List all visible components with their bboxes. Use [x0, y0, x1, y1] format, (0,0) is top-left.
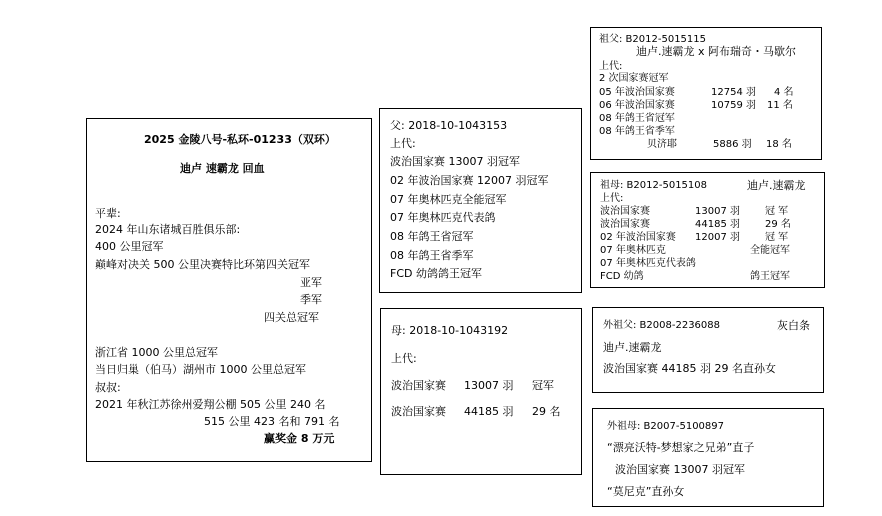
- pgm-race-result: 全能冠军: [750, 245, 790, 256]
- dj-line: 当日归巢（伯马）湖州市 1000 公里总冠军: [95, 363, 306, 376]
- pgf-line: 06 年波治国家赛: [599, 100, 675, 111]
- pgf-line: 贝济耶: [647, 139, 677, 150]
- mother-prev-label: 上代:: [391, 352, 417, 365]
- pgm-race-result: 鸽王冠军: [750, 271, 790, 282]
- peer-peak: 巅峰对决关 500 公里决赛特比环第四关冠军: [95, 258, 310, 271]
- mother-race-count: 13007 羽: [464, 379, 514, 392]
- pgm-race: 07 年奥林匹克: [600, 245, 666, 256]
- father-ring: 父: 2018-10-1043153: [390, 119, 508, 132]
- pgf-line-rank: 11 名: [767, 100, 793, 111]
- pgm-race-count: 13007 羽: [695, 206, 740, 217]
- uncle-label: 叔叔:: [95, 381, 121, 394]
- peer-third: 季军: [300, 293, 322, 306]
- pgf-line-rank: 4 名: [774, 87, 794, 98]
- mgf-name: 迪卢.速霸龙: [603, 341, 662, 354]
- father-line: 08 年鸽王省冠军: [390, 230, 474, 243]
- peer-400: 400 公里冠军: [95, 240, 164, 253]
- pgm-ring: 祖母: B2012-5015108: [600, 180, 708, 191]
- pgm-race-result: 冠 军: [765, 206, 789, 217]
- main-subtitle: 迪卢 速霸龙 回血: [180, 162, 265, 175]
- uncle-prize: 赢奖金 8 万元: [264, 432, 335, 445]
- pgf-cross: 迪卢.速霸龙 x 阿布瑞奇・马歇尔: [636, 45, 796, 58]
- mother-race-result: 29 名: [532, 405, 561, 418]
- father-line: FCD 幼鸽鸽王冠军: [390, 267, 482, 280]
- peer-four-total: 四关总冠军: [264, 311, 319, 324]
- mgm-ring: 外祖母: B2007-5100897: [607, 421, 725, 432]
- uncle-race: 2021 年秋江苏徐州爱翔公棚 505 公里 240 名: [95, 398, 326, 411]
- mother-race-count: 44185 羽: [464, 405, 514, 418]
- father-line: 07 年奥林匹克代表鸽: [390, 211, 496, 224]
- mgm-line: “漂亮沃特-梦想家之兄弟”直子: [607, 441, 755, 454]
- pgm-race: 波治国家赛: [600, 219, 650, 230]
- pgm-race-result: 冠 军: [765, 232, 789, 243]
- father-line: 波治国家赛 13007 羽冠军: [390, 155, 520, 168]
- main-pigeon-box: [86, 118, 372, 462]
- pgm-name: 迪卢.速霸龙: [747, 179, 806, 192]
- main-title: 2025 金陵八号-私环-01233（双环）: [144, 133, 336, 146]
- pgf-ring: 祖父: B2012-5015115: [599, 34, 707, 45]
- pgm-race: 07 年奥林匹克代表鸽: [600, 258, 696, 269]
- pgf-line-count: 12754 羽: [711, 87, 756, 98]
- uncle-515: 515 公里 423 名和 791 名: [204, 415, 340, 428]
- mother-race-name: 波治国家赛: [391, 379, 446, 392]
- zj-total: 浙江省 1000 公里总冠军: [95, 346, 218, 359]
- mother-race-name: 波治国家赛: [391, 405, 446, 418]
- father-line: 08 年鸽王省季军: [390, 249, 474, 262]
- peer-club: 2024 年山东诸城百胜俱乐部:: [95, 223, 241, 236]
- father-line: 02 年波治国家赛 12007 羽冠军: [390, 174, 549, 187]
- mother-ring: 母: 2018-10-1043192: [391, 324, 509, 337]
- mother-race-result: 冠军: [532, 379, 554, 392]
- pgf-line-count: 10759 羽: [711, 100, 756, 111]
- pgm-race-count: 12007 羽: [695, 232, 740, 243]
- pgm-race-count: 44185 羽: [695, 219, 740, 230]
- pgf-line: 05 年波治国家赛: [599, 87, 675, 98]
- mgm-line: 波治国家赛 13007 羽冠军: [615, 463, 745, 476]
- pgm-race: 02 年波治国家赛: [600, 232, 676, 243]
- peer-second: 亚军: [300, 276, 322, 289]
- father-prev-label: 上代:: [390, 137, 416, 150]
- pgf-line: 2 次国家赛冠军: [599, 73, 669, 84]
- mgf-ring: 外祖父: B2008-2236088: [603, 320, 721, 331]
- pgf-line-rank: 18 名: [766, 139, 792, 150]
- pgm-race: 波治国家赛: [600, 206, 650, 217]
- pgm-race-result: 29 名: [765, 219, 791, 230]
- paternal-grandmother-box: [590, 172, 825, 288]
- pgm-prev-label: 上代:: [600, 193, 624, 204]
- mgm-line: “莫尼克”直孙女: [607, 485, 685, 498]
- maternal-grandfather-box: [592, 307, 824, 393]
- pgf-line-count: 5886 羽: [713, 139, 752, 150]
- pgf-line: 08 年鸽王省冠军: [599, 113, 675, 124]
- mgf-line: 波治国家赛 44185 羽 29 名直孙女: [603, 362, 776, 375]
- paternal-grandfather-box: [590, 27, 822, 160]
- mother-box: [380, 308, 582, 475]
- father-box: [379, 108, 582, 293]
- pgf-prev-label: 上代:: [599, 61, 623, 72]
- pgf-line: 08 年鸽王省季军: [599, 126, 675, 137]
- peer-label: 平辈:: [95, 207, 121, 220]
- mgf-color: 灰白条: [777, 319, 810, 332]
- pgm-race: FCD 幼鸽: [600, 271, 644, 282]
- maternal-grandmother-box: [592, 408, 824, 507]
- father-line: 07 年奥林匹克全能冠军: [390, 193, 507, 206]
